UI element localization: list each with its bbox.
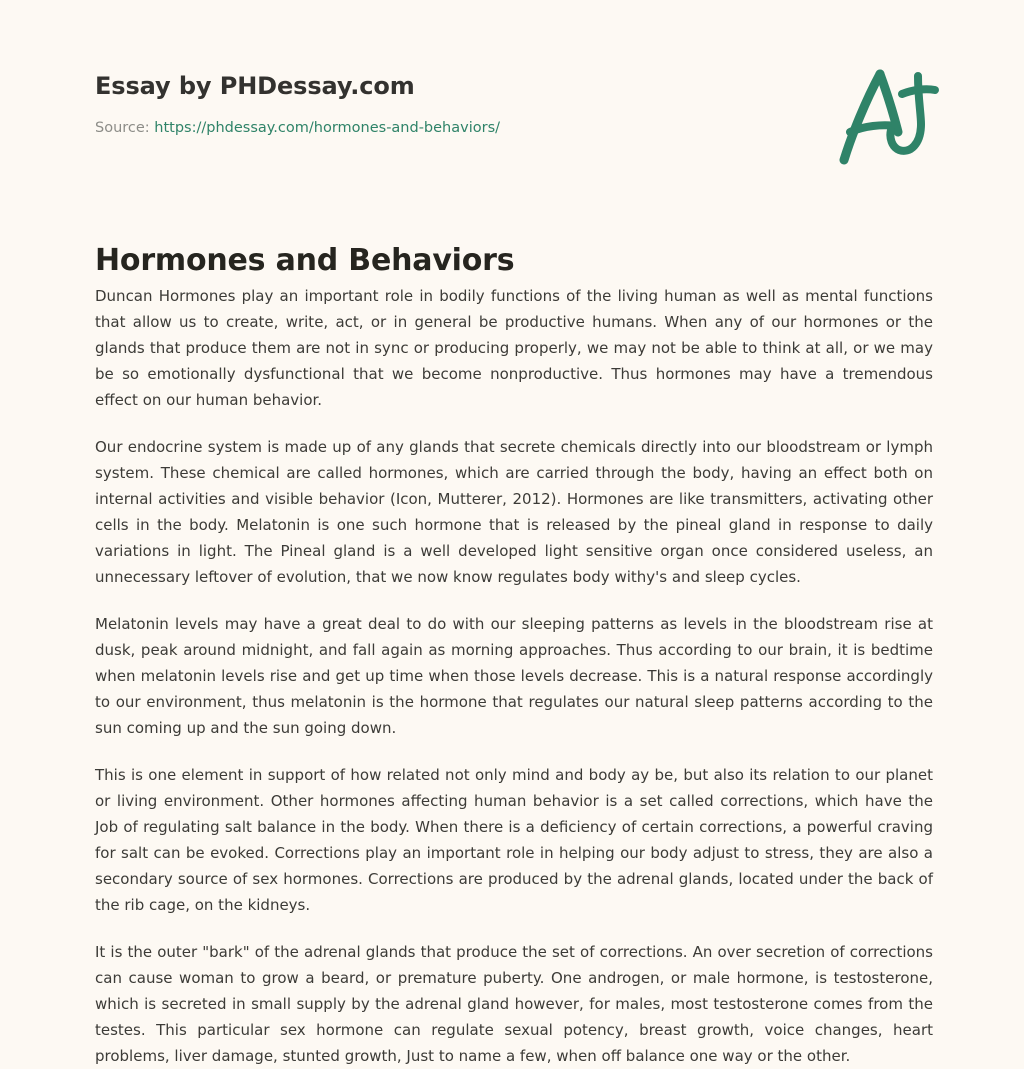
- a-plus-logo-icon: [832, 62, 940, 166]
- page-title: Hormones and Behaviors: [95, 243, 515, 279]
- source-label: Source:: [95, 119, 150, 136]
- brand-title: Essay by PHDessay.com: [95, 72, 415, 100]
- source-line: [95, 119, 940, 138]
- page-header: [95, 72, 940, 138]
- paragraph: This is one element in support of how related not only mind and body ay be, but also its relation to our planet or living environment. Other hormones affecting human behavior is a set called corrections, which have the Job of regulating salt balance in the body. When there is a deficiency of certain corrections, a powerful craving for salt can be evoked. Corrections play an important role in helping our body adjust to stress, they are also a secondary source of sex hormones. Corrections are produced by the adrenal glands, located under the back of the rib cage, on the kidneys.: [95, 766, 933, 914]
- source-url-link[interactable]: https://phdessay.com/hormones-and-behaviors/: [154, 119, 501, 136]
- paragraph: Melatonin levels may have a great deal to do with our sleeping patterns as levels in the bloodstream rise at dusk, peak around midnight, and fall again as morning approaches. Thus according to our brain, it is bedtime when melatonin levels rise and get up time when those levels decrease. This is a natural response accordingly to our environment, thus melatonin is the hormone that regulates our natural sleep patterns according to the sun coming up and the sun going down.: [95, 615, 933, 737]
- a-plus-logo: [832, 62, 940, 166]
- paragraph: Our endocrine system is made up of any glands that secrete chemicals directly into our bloodstream or lymph system. These chemical are called hormones, which are carried through the body, having an effect both on internal activities and visible behavior (Icon, Mutterer, 2012). Hormones are like transmitters, activating other cells in the body. Melatonin is one such hormone that is released by the pineal gland in response to daily variations in light. The Pineal gland is a well developed light sensitive organ once considered useless, an unnecessary leftover of evolution, that we now know regulates body withy's and sleep cycles.: [95, 438, 933, 586]
- paragraph: Duncan Hormones play an important role in bodily functions of the living human as well as mental functions that allow us to create, write, act, or in general be productive humans. When any of our hormones or the glands that produce them are not in sync or producing properly, we may not be able to think at all, or we may be so emotionally dysfunctional that we become nonproductive. Thus hormones may have a tremendous effect on our human behavior.: [95, 287, 933, 409]
- essay-body: [95, 283, 933, 1069]
- paragraph: It is the outer "bark" of the adrenal glands that produce the set of corrections. An over secretion of corrections can cause woman to grow a beard, or premature puberty. One androgen, or male hormone, is testosterone, which is secreted in small supply by the adrenal gland however, for males, most testosterone comes from the testes. This particular sex hormone can regulate sexual potency, breast growth, voice changes, heart problems, liver damage, stunted growth, Just to name a few, when off balance one way or the other.: [95, 943, 933, 1065]
